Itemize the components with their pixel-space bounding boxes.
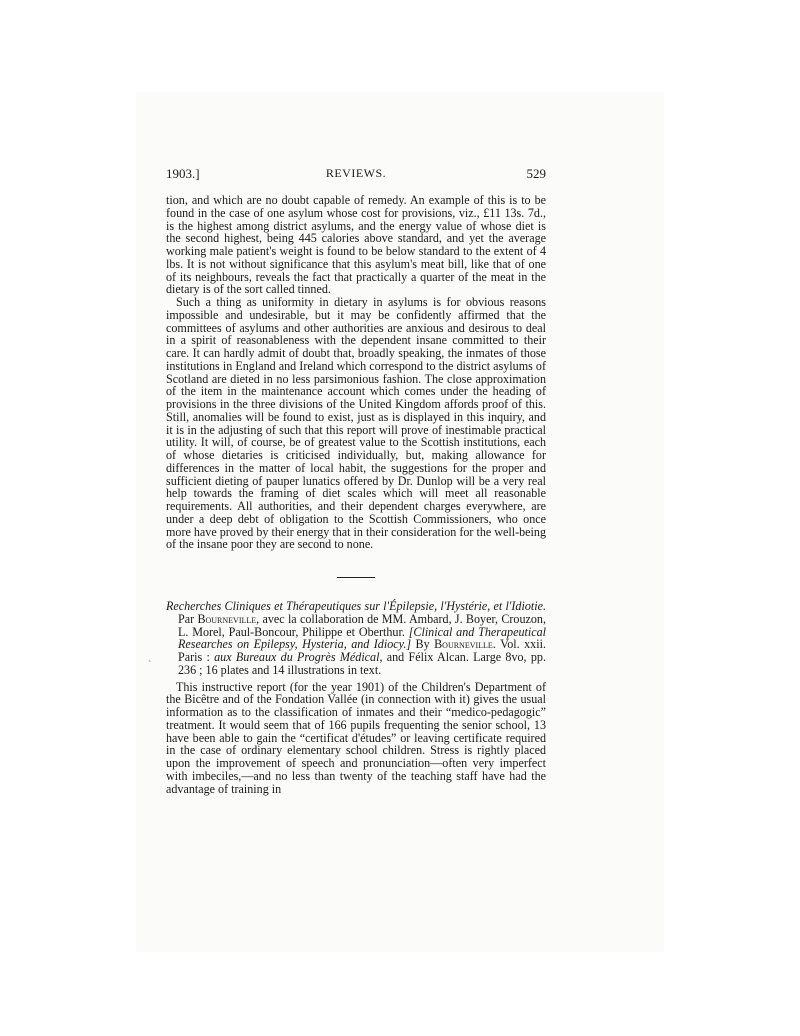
review-title-english: [Clinical and Therapeutical Researches on Epilepsy, Hysteria, and Idiocy.] [178,624,546,652]
review-volume: Vol. xxii. Paris : [178,637,546,664]
header-section-title: REVIEWS. [325,166,387,180]
header-year: 1903.] [166,166,200,181]
review-publisher-details: and Félix Alcan. Large 8vo, pp. 236 ; 16 plates and 14 illustrations in text. [178,650,546,677]
article-body [166,194,546,551]
running-head [166,166,546,184]
review-body [166,681,546,796]
page-number: 529 [526,166,546,181]
review-title-french: Recherches Cliniques et Thérapeutiques sur l'Épilepsie, l'Hystérie, et l'Idiotie. [166,599,546,613]
article-paragraph-1: tion, and which are no doubt capable of remedy. An example of this is to be found in the case of one asylum whose cost for provisions, viz., £11 13s. 7d., is the highest among district asylums, and the energy value of whose diet is the second highest, being 445 calories above standard, and yet the average working male patient's weight is found to be below standard to the extent of 4 lbs. It is not without significance that this asylum's meat bill, like that of one of its neighbours, reveals the fact that practically a quarter of the meat in the dietary is of the sort called tinned. [166,193,546,297]
margin-mark: ` [148,660,152,671]
review-publisher: aux Bureaux du Progrès Médical, [214,650,383,664]
review-author: Bourneville, [197,611,260,626]
review-citation [166,600,546,677]
review-author-english: Bourneville. [434,637,496,652]
review-by: By [415,637,430,652]
document-page [166,166,546,795]
section-divider [337,577,375,578]
review-par: Par [178,611,195,626]
review-paragraph-1: This instructive report (for the year 1901) of the Children's Department of the Bicêtre and of the Fondation Vallée (in connection with it) gives the usual information as to the classification of inmates and their “medico-pedagogic” treatment. It would seem that of 166 pupils frequenting the senior school, 13 have been able to gain the “certificat d'études” or leaving certificate required in the case of ordinary elementary school children. Stress is rightly placed upon the improvement of speech and pronunciation—often very imperfect with imbeciles,—and no less than twenty of the teaching staff have had the advantage of training in [166,679,546,796]
article-paragraph-2: Such a thing as uniformity in dietary in asylums is for obvious reasons impossible and undesirable, but it may be confidently affirmed that the committees of asylums and other authorities are anxious and desirous to deal in a spirit of reasonableness with the dependent insane committed to their care. It can hardly admit of doubt that, broadly speaking, the inmates of those institutions in England and Ireland which correspond to the district asylums of Scotland are dieted in no less parsimonious fashion. The close approximation of the item in the maintenance account which comes under the heading of provisions in the three divisions of the United Kingdom affords proof of this. Still, anomalies will be found to exist, just as is displayed in this inquiry, and it is in the adjusting of such that this report will prove of inestimable practical utility. It will, of course, be of greatest value to the Scottish institutions, each of whose dietaries is criticised individually, but, making allowance for differences in the matter of local habit, the suggestions for the proper and sufficient dieting of pauper lunatics offered by Dr. Dunlop will be a very real help towards the framing of diet scales which will meet all reasonable requirements. All authorities, and their dependent charges everywhere, are under a deep debt of obligation to the Scottish Commissioners, who once more have proved by their energy that in their consideration for the well-being of the insane poor they are second to none. [166,295,546,552]
review-collaborators: avec la collaboration de MM. Ambard, J. Boyer, Crouzon, L. Morel, Paul-Boncour, Philippe et Oberthur. [178,611,546,639]
